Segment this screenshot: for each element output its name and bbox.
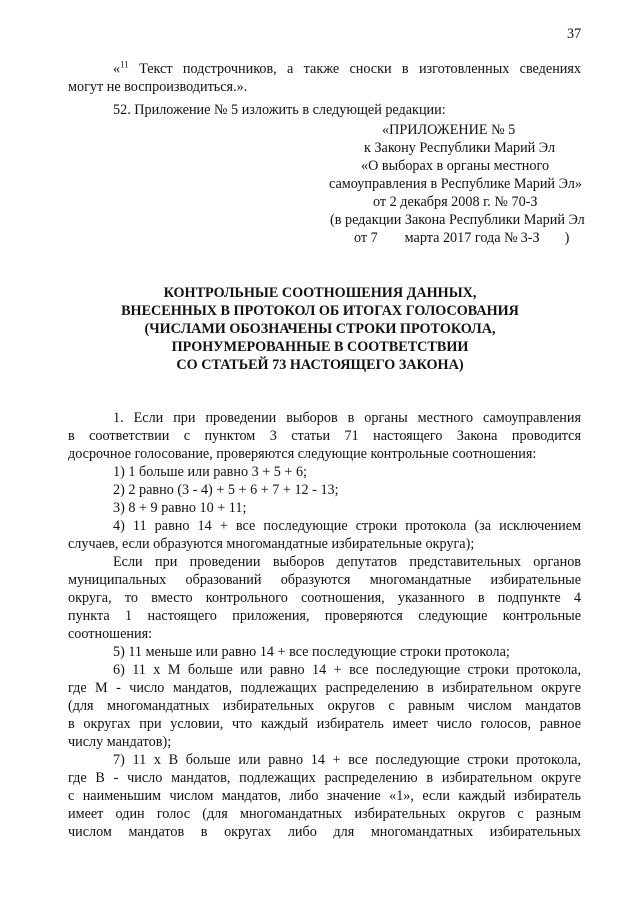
handwritten-day: 7 xyxy=(370,230,378,246)
body-line: муниципальных образований образуются многомандатные избирательные xyxy=(68,572,581,588)
body-line: числу мандатов); xyxy=(68,734,172,750)
footnote-text-line xyxy=(113,60,581,78)
appendix-edition-ref: (в редакции Закона Республики Марий Эл xyxy=(330,212,585,228)
appendix-title: «ПРИЛОЖЕНИЕ № 5 xyxy=(382,122,516,138)
title-line: (ЧИСЛАМИ ОБОЗНАЧЕНЫ СТРОКИ ПРОТОКОЛА, xyxy=(144,321,496,337)
appendix-law-date: от 2 декабря 2008 г. № 70-З xyxy=(373,194,538,210)
body-line: округа, то вместо контрольного соотношения, указанного в подпункте 4 xyxy=(68,590,581,606)
appendix-law-ref: к Закону Республики Марий Эл xyxy=(364,140,556,156)
body-line: 1. Если при проведении выборов в органы местного самоуправления xyxy=(113,410,581,426)
body-line: имеет один голос (для многомандатных избирательных округов с разным xyxy=(68,806,581,822)
body-line: 7) 11 х В больше или равно 14 + все последующие строки протокола, xyxy=(113,752,581,768)
body-line: соотношения: xyxy=(68,626,153,642)
body-line: 5) 11 меньше или равно 14 + все последующие строки протокола; xyxy=(113,644,510,660)
body-line: где В - число мандатов, подлежащих распределению в избирательном округе xyxy=(68,770,581,786)
title-line: КОНТРОЛЬНЫЕ СООТНОШЕНИЯ ДАННЫХ, xyxy=(163,285,477,301)
footnote-text-continuation: могут не воспроизводиться.». xyxy=(68,79,248,95)
body-line: числом мандатов в округах либо для многомандатных избирательных xyxy=(68,824,581,840)
footnote-text: Текст подстрочников, а также сноски в изготовленных сведениях xyxy=(128,61,581,77)
title-line: СО СТАТЬЕЙ 73 НАСТОЯЩЕГО ЗАКОНА) xyxy=(176,357,464,373)
page-number: 37 xyxy=(567,26,582,42)
body-line: 2) 2 равно (3 - 4) + 5 + 6 + 7 + 12 - 13; xyxy=(113,482,339,498)
quote-mark: « xyxy=(113,61,121,77)
body-line: Если при проведении выборов депутатов представительных органов xyxy=(113,554,581,570)
body-line: (для многомандатных избирательных округов с равным числом мандатов xyxy=(68,698,581,714)
body-line: досрочное голосование, проверяются следующие контрольные соотношения: xyxy=(68,446,537,462)
amendment-item-52: 52. Приложение № 5 изложить в следующей редакции: xyxy=(113,102,446,118)
handwritten-number: 3-З xyxy=(520,230,540,246)
body-line: 6) 11 х М больше или равно 14 + все последующие строки протокола, xyxy=(113,662,581,678)
body-line: 4) 11 равно 14 + все последующие строки протокола (за исключением xyxy=(113,518,581,534)
body-line: случаев, если образуются многомандатные избирательные округа); xyxy=(68,536,475,552)
appendix-edition-date: от 7 марта 2017 года № 3-З ) xyxy=(354,230,570,246)
appendix-law-name-cont: самоуправления в Республике Марий Эл» xyxy=(329,176,582,192)
body-line: где М - число мандатов, подлежащих распределению в избирательном округе xyxy=(68,680,581,696)
footnote-mark: 11 xyxy=(120,59,129,70)
title-line: ВНЕСЕННЫХ В ПРОТОКОЛ ОБ ИТОГАХ ГОЛОСОВАНИЯ xyxy=(121,303,519,319)
body-line: с наименьшим числом мандатов, либо значение «1», если каждый избиратель xyxy=(68,788,581,804)
body-line: пункта 1 настоящего приложения, проверяются следующие контрольные xyxy=(68,608,581,624)
body-line: в округах при условии, что каждый избиратель имеет число голосов, равное xyxy=(68,716,581,732)
title-line: ПРОНУМЕРОВАННЫЕ В СООТВЕТСТВИИ xyxy=(171,339,469,355)
appendix-law-name: «О выборах в органы местного xyxy=(361,158,550,174)
body-line: 1) 1 больше или равно 3 + 5 + 6; xyxy=(113,464,307,480)
body-line: 3) 8 + 9 равно 10 + 11; xyxy=(113,500,247,516)
body-line: в соответствии с пунктом 3 статьи 71 настоящего Закона проводится xyxy=(68,428,581,444)
